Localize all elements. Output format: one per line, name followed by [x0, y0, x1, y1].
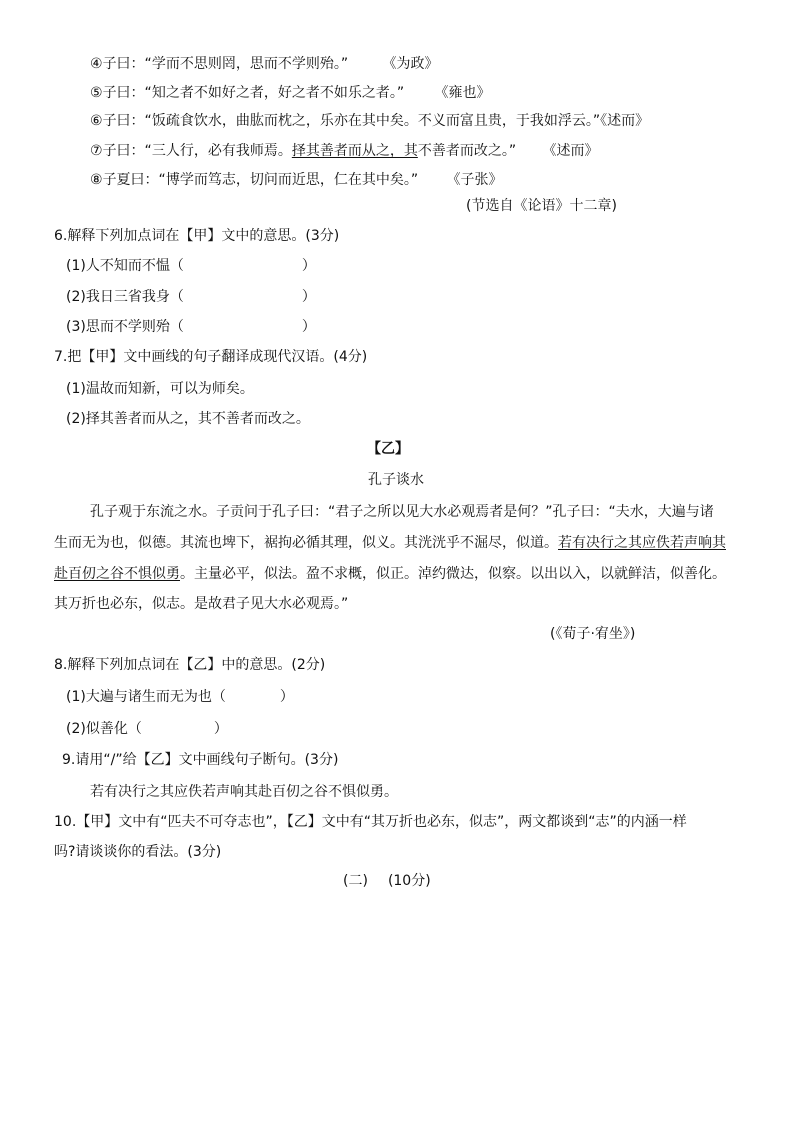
quote-5: ⑤子曰：“知之者不如好之者，好之者不如乐之者。” 《雍也》 [90, 85, 491, 101]
question-7-item-1: (1)温故而知新，可以为师矣。 [66, 381, 254, 397]
passage-b-line-4: 其万折也必东，似志。是故君子见大水必观焉。” [54, 596, 349, 612]
passage-b-title: 孔子谈水 [368, 472, 424, 488]
quote-4: ④子曰：“学而不思则罔，思而不学则殆。” 《为政》 [90, 56, 439, 72]
question-6-title: 6.解释下列加点词在【甲】文中的意思。(3分) [54, 228, 340, 244]
passage-b-line-2: 生而无为也，似德。其流也埤下，裾拘必循其理，似义。其洸洸乎不淈尽，似道。若有决行之其应佚若声响其 [54, 535, 726, 551]
question-9-sentence: 若有决行之其应佚若声响其赴百仞之谷不惧似勇。 [90, 784, 398, 800]
underlined-sentence: 赴百仞之谷不惧似勇 [54, 566, 180, 582]
underlined-sentence: 择其善者而从之，其 [291, 143, 418, 159]
citation-lunyu: (节选自《论语》十二章) [466, 198, 617, 214]
question-6-item-1: (1)人不知而不愠（ ） [66, 258, 316, 274]
question-7-item-2: (2)择其善者而从之，其不善者而改之。 [66, 411, 310, 427]
question-9-title: 9.请用“/”给【乙】文中画线句子断句。(3分) [62, 752, 339, 768]
question-6-item-2: (2)我日三省我身（ ） [66, 289, 316, 305]
passage-b-line-3: 赴百仞之谷不惧似勇。主量必平，似法。盈不求概，似正。淖约微达，似察。以出以入，以就鲜洁，似善化。 [54, 566, 726, 582]
quote-7: ⑦子曰：“三人行，必有我师焉。择其善者而从之，其不善者而改之。” 《述而》 [90, 143, 599, 159]
question-8-item-2: (2)似善化（ ） [66, 721, 228, 737]
citation-xunzi: (《荀子·宥坐》) [550, 626, 636, 642]
passage-b-label: 【乙】 [367, 441, 409, 457]
question-10-line-1: 10.【甲】文中有“匹夫不可夺志也”，【乙】文中有“其万折也必东，似志”，两文都谈到“志”的内涵一样 [54, 814, 687, 830]
question-8-title: 8.解释下列加点词在【乙】中的意思。(2分) [54, 657, 326, 673]
question-10-line-2: 吗?请谈谈你的看法。(3分) [54, 844, 222, 860]
question-6-item-3: (3)思而不学则殆（ ） [66, 319, 316, 335]
passage-b-line-1: 孔子观于东流之水。子贡问于孔子曰：“君子之所以见大水必观焉者是何？”孔子曰：“夫水，大遍与诸 [90, 504, 714, 520]
quote-source: 《述而》 [600, 113, 650, 129]
quote-source: 《为政》 [382, 56, 439, 72]
quote-source: 《雍也》 [434, 85, 491, 101]
question-7-title: 7.把【甲】文中画线的句子翻译成现代汉语。(4分) [54, 349, 368, 365]
quote-source: 《述而》 [542, 143, 599, 159]
quote-6: ⑥子曰：“饭疏食饮水，曲肱而枕之，乐亦在其中矣。不义而富且贵，于我如浮云。”《述而》 [90, 113, 650, 129]
section-2-heading: (二) (10分) [343, 873, 431, 889]
quote-source: 《子张》 [446, 172, 503, 188]
quote-8: ⑧子夏曰：“博学而笃志，切问而近思，仁在其中矣。” 《子张》 [90, 172, 503, 188]
underlined-sentence: 若有决行之其应佚若声响其 [558, 535, 726, 551]
question-8-item-1: (1)大遍与诸生而无为也（ ） [66, 689, 294, 705]
